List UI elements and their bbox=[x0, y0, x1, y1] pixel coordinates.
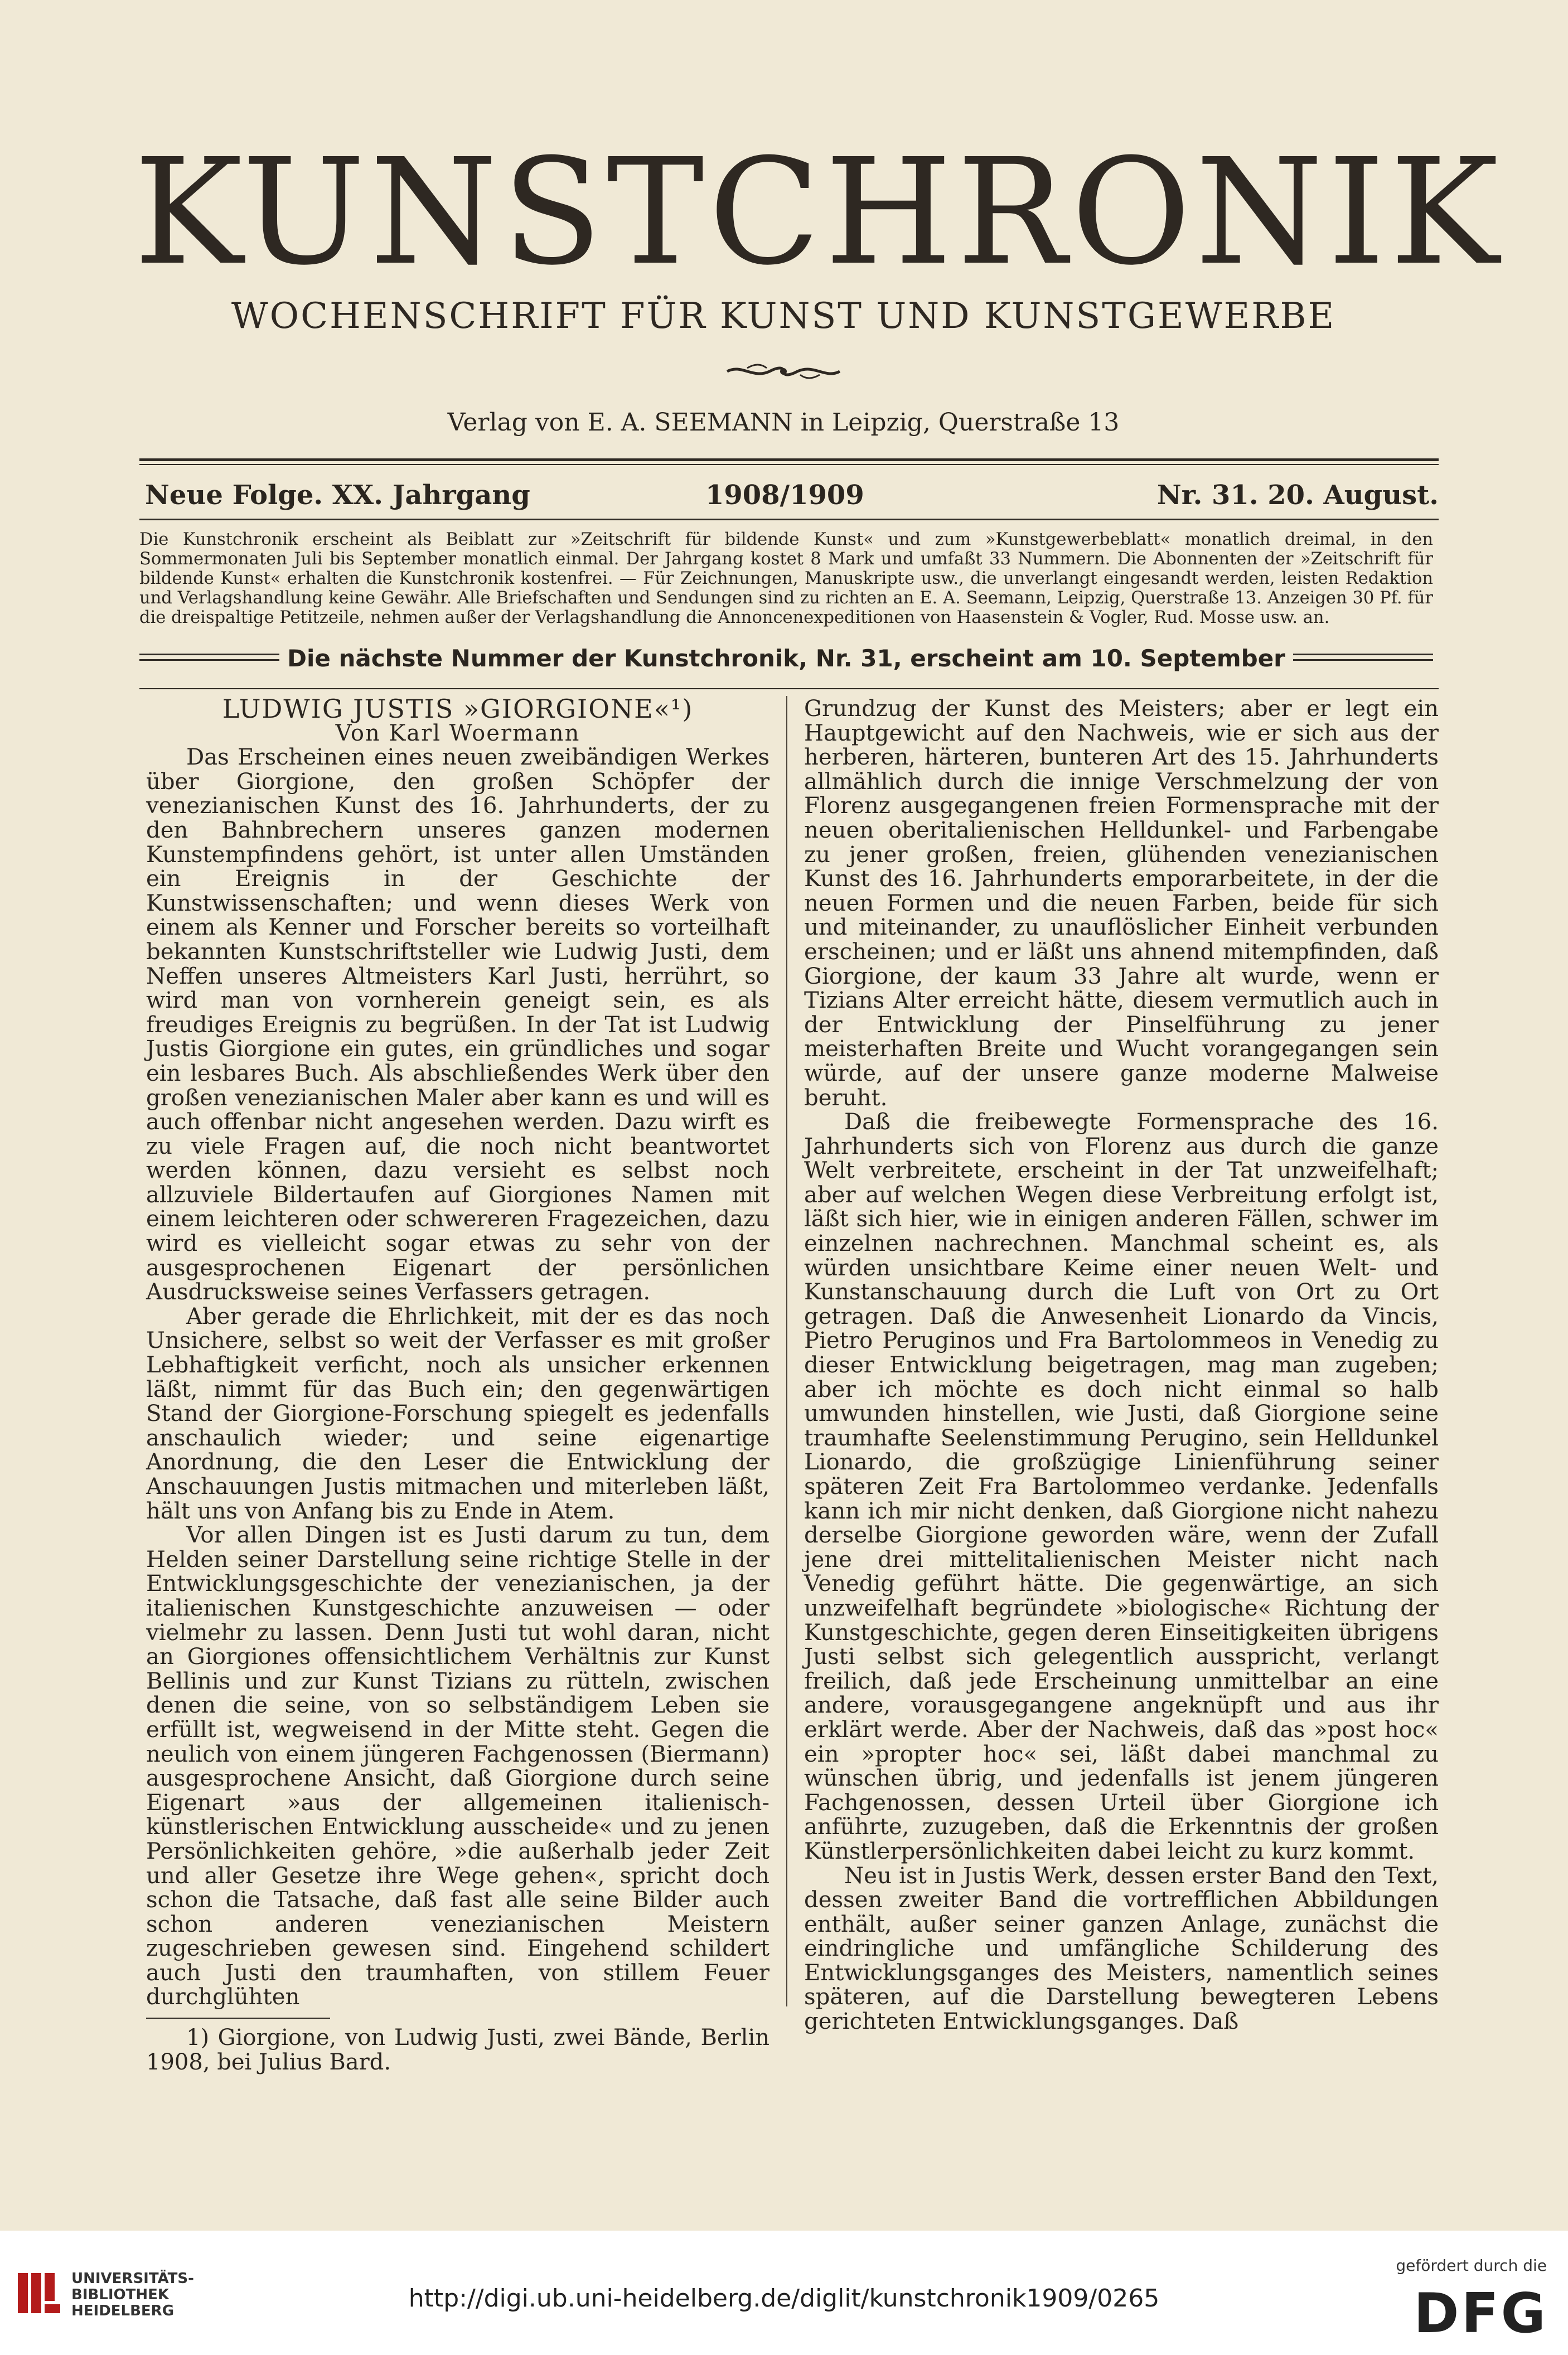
column-top-rule bbox=[139, 688, 1439, 689]
paragraph: Grundzug der Kunst des Meisters; aber er legt ein Hauptgewicht auf den Nachweis, wie er sich aus der herberen, härteren, bunteren Art des 15. Jahrhunderts allmählich durch die innige Verschmelzung der von Florenz ausgegangenen freien Formensprache mit der neuen oberitalienischen Helldunkel- und Farbengabe zu jener großen, freien, glühenden venezianischen Kunst des 16. Jahrhunderts emporarbeitete, in der die neuen Formen und die neuen Farben, beide für sich und miteinander, zu unauflöslicher Einheit verbunden erscheinen; und er läßt uns ahnend mitempfinden, daß Giorgione, der kaum 33 Jahre alt wurde, wenn er Tizians Alter erreicht hätte, diesem vermutlich auch in der Entwicklung der Pinselführung zu jener meisterhaften Breite und Wucht vorangegangen sein würde, auf der unsere ganze moderne Malweise beruht. bbox=[804, 696, 1439, 1111]
article-column-left bbox=[146, 694, 770, 2076]
announcement-text: Die nächste Nummer der Kunstchronik, Nr. 31, erscheint am 10. September bbox=[279, 645, 1293, 672]
header-rule-top-thin bbox=[139, 464, 1439, 465]
funded-by-label: gefördert durch die bbox=[1396, 2256, 1547, 2275]
library-name: UNIVERSITÄTS- BIBLIOTHEK HEIDELBERG bbox=[71, 2270, 194, 2319]
ornament-icon bbox=[725, 361, 842, 381]
paragraph: Neu ist in Justis Werk, dessen erster Band den Text, dessen zweiter Band die vortrefflichen Abbildungen enthält, außer seiner ganzen Anlage, zunächst die eindringliche und umfängliche Schilderung des Entwicklungsganges des Meisters, namentlich seines späteren, auf die Darstellung bewegteren Lebens gerichteten Entwicklungsganges. Daß bbox=[804, 1863, 1439, 2035]
paragraph: Daß die freibewegte Formensprache des 16. Jahrhunderts sich von Florenz aus durch die ganze Welt verbreitete, erscheint in der Tat unzweifelhaft; aber auf welchen Wegen diese Verbreitung erfolgt ist, läßt sich hier, wie in einigen anderen Fällen, schwer im einzelnen nachrechnen. Manchmal scheint es, als würden unsichtbare Keime einer neuen Welt- und Kunstanschauung durch die Luft von Ort zu Ort getragen. Daß die Anwesenheit Lionardo da Vincis, Pietro Peruginos und Fra Bartolommeos in Venedig zu dieser Entwicklung beigetragen, mag man zugeben; aber ich möchte es doch nicht einmal so halb umwunden hinstellen, wie Justi, daß Giorgione seine traumhafte Seelenstimmung Perugino, sein Helldunkel Lionardo, die großzügige Linienführung seiner späteren Zeit Fra Bartolommeo verdanke. Jedenfalls kann ich mir nicht denken, daß Giorgione nicht nahezu derselbe Giorgione geworden wäre, wenn der Zufall jene drei mittelitalienischen Meister nicht nach Venedig geführt hätte. Die gegenwärtige, an sich unzweifelhaft begründete »biologische« Richtung der Kunstgeschichte, gegen deren Einseitigkeiten übrigens Justi selbst sich gelegentlich ausspricht, verlangt freilich, daß jede Erscheinung unmittelbar an eine andere, vorausgegangene angeknüpft und aus ihr erklärt werde. Aber der Nachweis, daß das »post hoc« ein »propter hoc« sei, läßt dabei manchmal zu wünschen übrig, und jedenfalls ist jenem jüngeren Fachgenossen, dessen Urteil über Giorgione ich anführte, zuzugeben, daß die Erkenntnis der großen Künstlerpersönlichkeiten dabei leicht zu kurz kommt. bbox=[804, 1109, 1439, 1864]
issue-years: 1908/1909 bbox=[705, 480, 864, 511]
paragraph: Vor allen Dingen ist es Justi darum zu tun, dem Helden seiner Darstellung seine richtige Stelle in der Entwicklungsgeschichte der venezianischen, ja der italienischen Kunstgeschichte anzuweisen — oder vielmehr zu lassen. Denn Justi tut wohl daran, nicht an Giorgiones offensichtlichem Verhältnis zur Kunst Bellinis und zur Kunst Tizians zu rütteln, zwischen denen die seine, von so selbständigem Leben sie erfüllt ist, wegweisend in der Mitte steht. Gegen die neulich von einem jüngeren Fachgenossen (Biermann) ausgesprochene Ansicht, daß Giorgione durch seine Eigenart »aus der allgemeinen italienisch-künstlerischen Entwicklung ausscheide« und zu jenen Persönlichkeiten gehöre, »die außerhalb jeder Zeit und aller Gesetze ihre Wege gehen«, spricht doch schon die Tatsache, daß fast alle seine Bilder auch schon anderen venezianischen Meistern zugeschrieben gewesen sind. Eingehend schildert auch Justi den traumhaften, von stillem Feuer durchglühten bbox=[146, 1522, 770, 2010]
issue-number: Nr. 31. 20. August. bbox=[1156, 480, 1439, 511]
permalink[interactable]: http://digi.ub.uni-heidelberg.de/diglit/kunstchronik1909/0265 bbox=[408, 2284, 1160, 2313]
announcement-text-wrap bbox=[139, 645, 1433, 672]
article-column-right bbox=[804, 697, 1439, 2034]
issue-series: Neue Folge. XX. Jahrgang bbox=[145, 480, 530, 511]
footnote-rule bbox=[146, 2018, 330, 2019]
masthead-title: KUNSTCHRONIK bbox=[134, 127, 1504, 297]
article-author: Von Karl Woermann bbox=[335, 720, 580, 746]
subscription-notice: Die Kunstchronik erscheint als Beiblatt zur »Zeitschrift für bildende Kunst« und zum »Kunstgewerbeblatt« monatlich dreimal, in den Sommermonaten Juli bis September monatlich einmal. Der Jahrgang kostet 8 Mark und umfaßt 33 Nummern. Die Abonnenten der »Zeitschrift für bildende Kunst« erhalten die Kunstchronik kostenfrei. — Für Zeichnungen, Manuskripte usw., die unverlangt eingesandt werden, leisten Redaktion und Verlagshandlung keine Gewähr. Alle Briefschaften und Sendungen sind zu richten an E. A. Seemann, Leipzig, Querstraße 13. Anzeigen 30 Pf. für die dreispaltige Petitzeile, nehmen außer der Verlagshandlung die Annoncenexpeditionen von Haasenstein & Vogler, Rud. Mosse usw. an. bbox=[139, 530, 1433, 627]
footnote: 1) Giorgione, von Ludwig Justi, zwei Bände, Berlin 1908, bei Julius Bard. bbox=[146, 2025, 770, 2076]
digitization-footer bbox=[0, 2231, 1568, 2355]
publisher-line: Verlag von E. A. SEEMANN in Leipzig, Querstraße 13 bbox=[447, 408, 1120, 437]
announcement-bar bbox=[139, 642, 1433, 676]
issue-rule bbox=[139, 519, 1439, 520]
dfg-logo: DFG bbox=[1414, 2282, 1548, 2346]
paragraph: Aber gerade die Ehrlichkeit, mit der es das noch Unsichere, selbst so weit der Verfasser es mit großer Lebhaftigkeit verficht, noch als unsicher erkennen läßt, nimmt für das Buch ein; den gegenwärtigen Stand der Giorgione-Forschung spiegelt es jedenfalls anschaulich wieder; und seine eigenartige Anordnung, die den Leser die Entwicklung der Anschauungen Justis mitmachen und miterleben läßt, hält uns von Anfang bis zu Ende in Atem. bbox=[146, 1303, 770, 1524]
paragraph: Das Erscheinen eines neuen zweibändigen Werkes über Giorgione, den großen Schöpfer der venezianischen Kunst des 16. Jahrhunderts, der zu den Bahnbrechern unseres ganzen modernen Kunstempfindens gehört, ist unter allen Umständen ein Ereignis in der Geschichte der Kunstwissenschaften; und wenn dieses Werk von einem als Kenner und Forscher bereits so vorteilhaft bekannten Kunstschriftsteller wie Ludwig Justi, dem Neffen unseres Altmeisters Karl Justi, herrührt, so wird man von vornherein geneigt sein, es als freudiges Ereignis zu begrüßen. In der Tat ist Ludwig Justis Giorgione ein gutes, ein gründliches und sogar ein lesbares Buch. Als abschließendes Werk über den großen venezianischen Maler aber kann es und will es auch offenbar nicht angesehen werden. Dazu wirft es zu viele Fragen auf, die noch nicht beantwortet werden können, dazu versieht es selbst noch allzuviele Bildertaufen auf Giorgiones Namen mit einem leichteren oder schwereren Fragezeichen, dazu wird es vielleicht sogar etwas zu sehr von der ausgesprochenen Eigenart der persönlichen Ausdrucksweise seines Verfassers getragen. bbox=[146, 744, 770, 1305]
column-divider bbox=[786, 696, 787, 2006]
article-title: LUDWIG JUSTIS »GIORGIONE«¹) bbox=[222, 694, 694, 724]
issue-line bbox=[145, 480, 1439, 513]
masthead-subtitle: WOCHENSCHRIFT FÜR KUNST UND KUNSTGEWERBE bbox=[231, 296, 1336, 337]
header-rule-top bbox=[139, 458, 1439, 461]
